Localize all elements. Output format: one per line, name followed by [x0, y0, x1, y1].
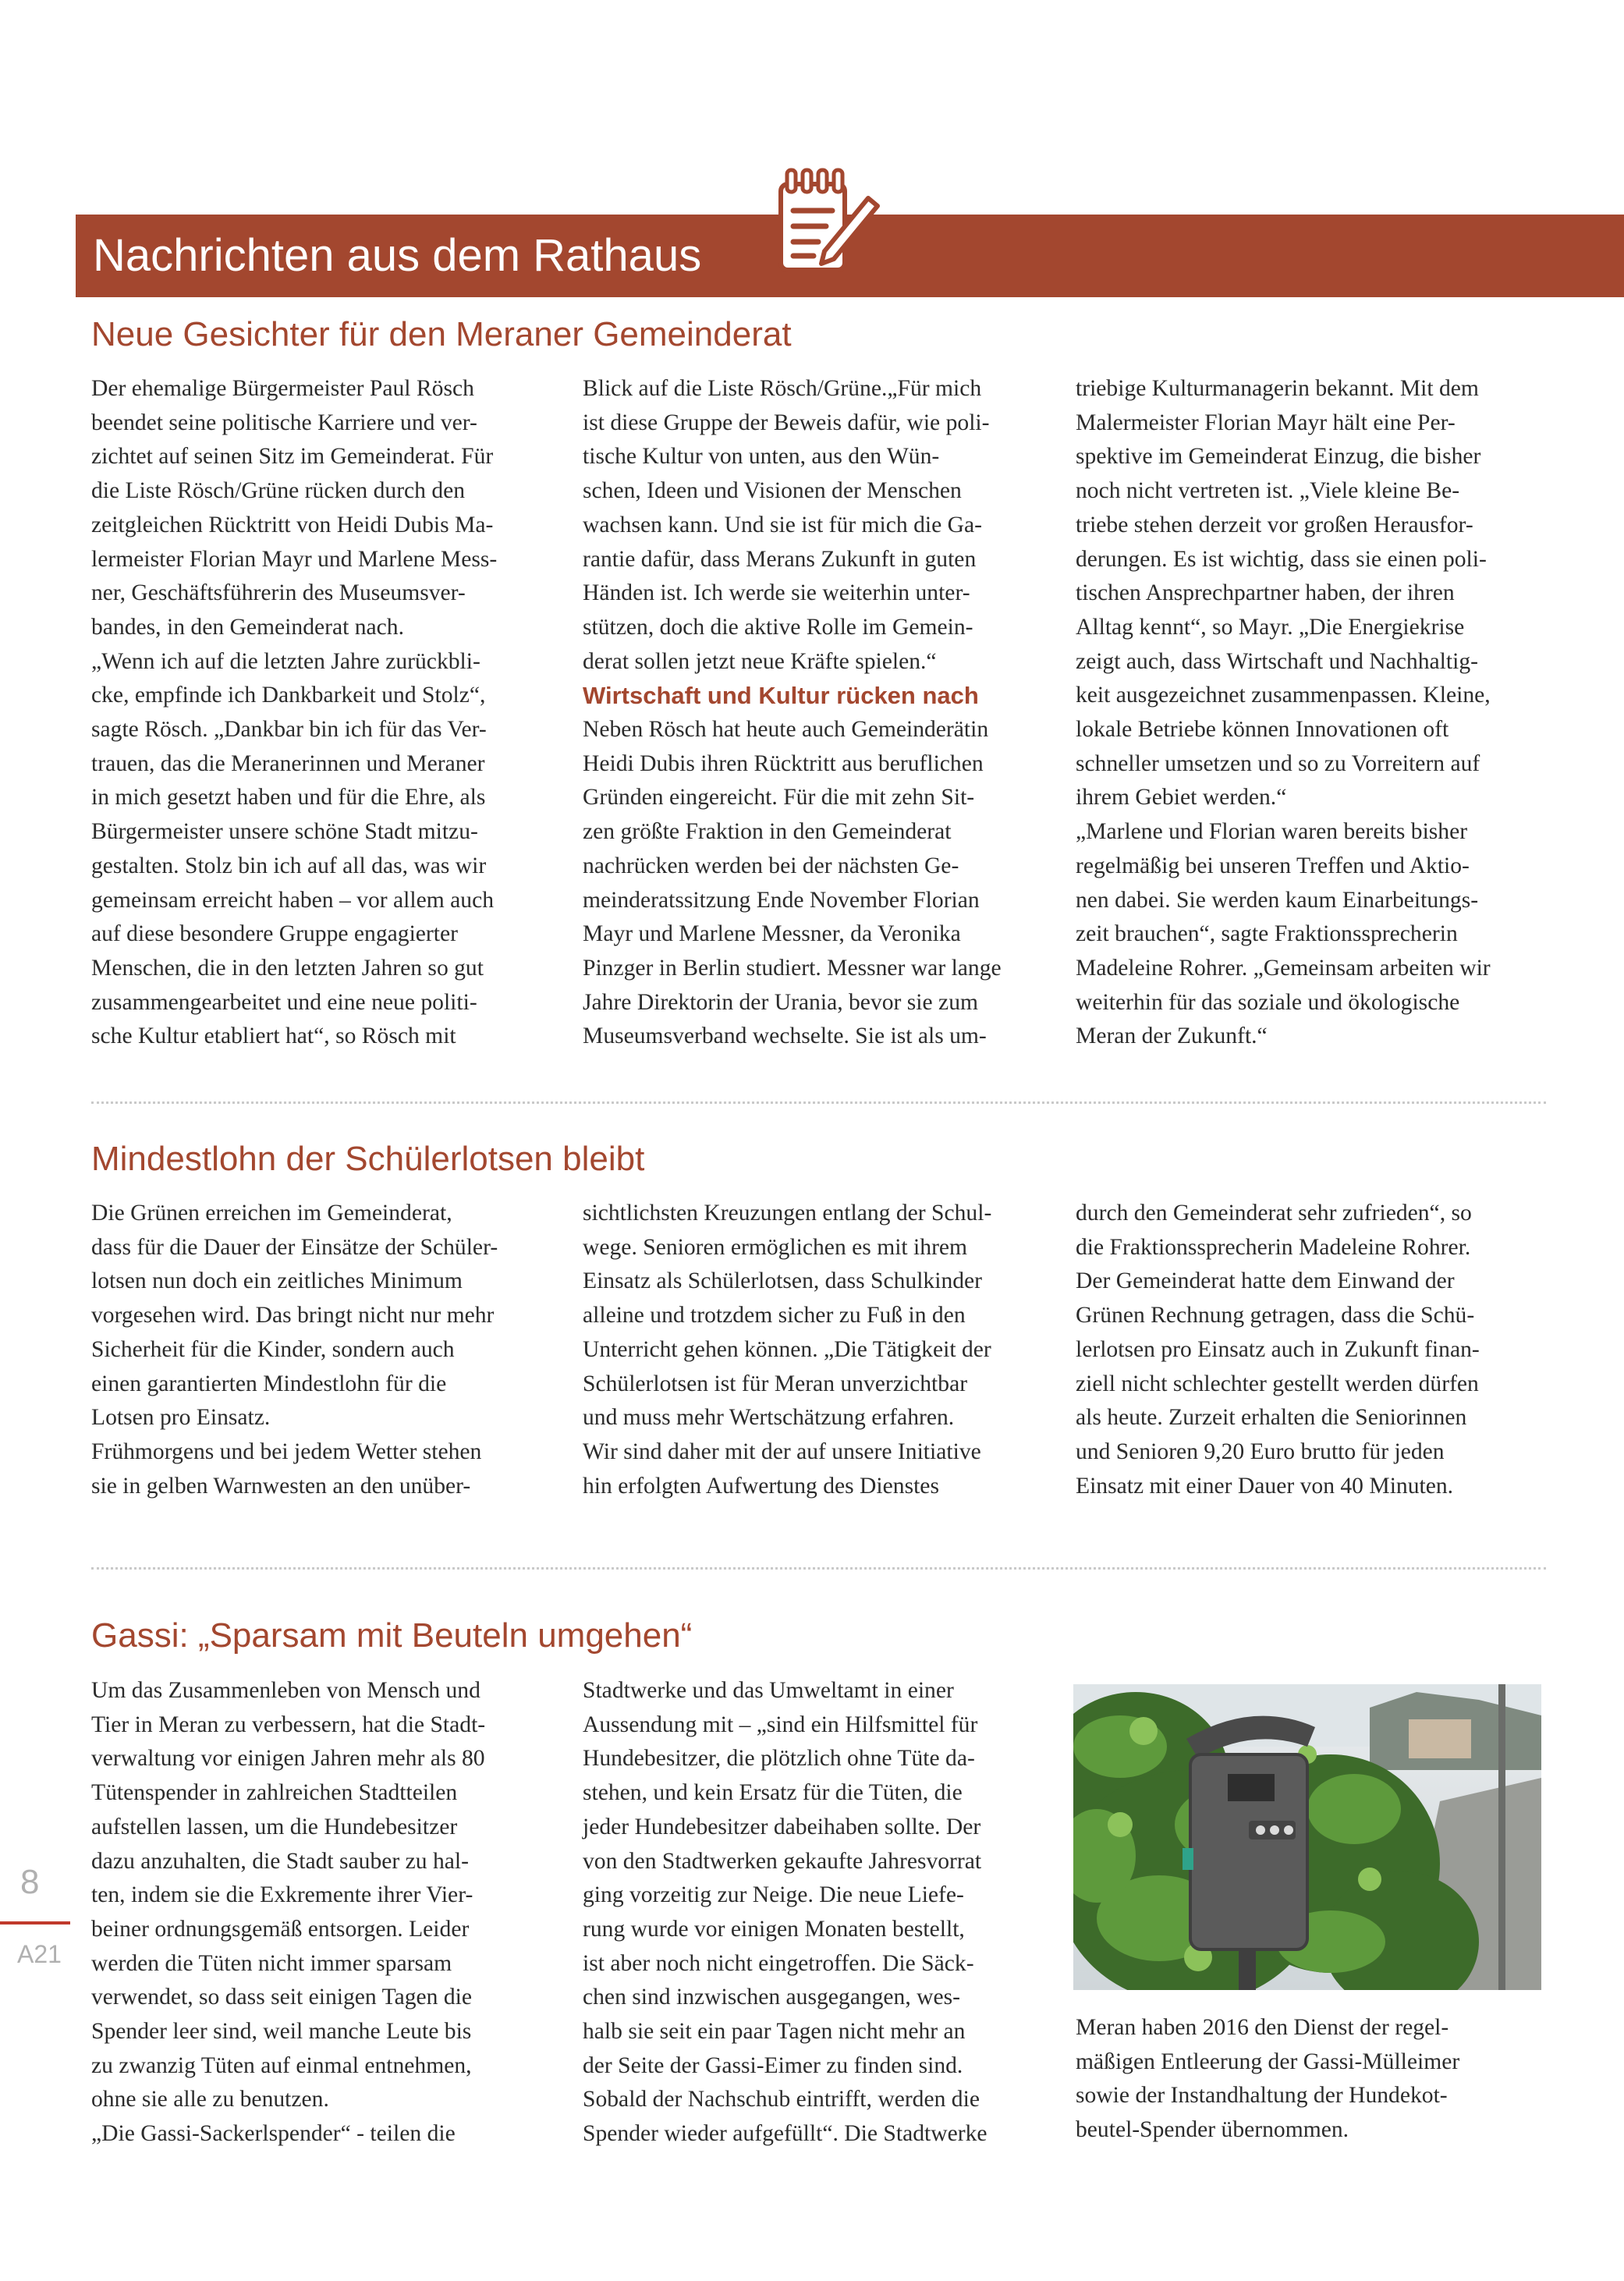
- text-line: Stadtwerke und das Umweltamt in einer: [583, 1678, 954, 1703]
- text-line: weiterhin für das soziale und ökologische: [1076, 989, 1460, 1015]
- text-line: Der Gemeinderat hatte dem Einwand der: [1076, 1268, 1455, 1294]
- text-line: Spender leer sind, weil manche Leute bis: [91, 2019, 472, 2045]
- text-line: trauen, das die Meranerinnen und Meraner: [91, 750, 485, 776]
- article-column: [583, 372, 1002, 1054]
- text-line: tischen Ansprechpartner haben, der ihren: [1076, 580, 1455, 606]
- text-line: zichtet auf seinen Sitz im Gemeinderat. Für: [91, 444, 494, 470]
- text-line: triebe stehen derzeit vor großen Herausfor-: [1076, 512, 1473, 537]
- text-line: vorgesehen wird. Das bringt nicht nur mehr: [91, 1303, 495, 1329]
- article-title: Gassi: „Sparsam mit Beuteln umgehen“: [91, 1616, 693, 1655]
- subheading: Wirtschaft und Kultur rücken nach: [583, 682, 979, 710]
- text-line: bandes, in den Gemeinderat nach.: [91, 614, 405, 640]
- text-line: Sobald der Nachschub eintrifft, werden die: [583, 2087, 980, 2112]
- article-title: Mindestlohn der Schülerlotsen bleibt: [91, 1140, 645, 1178]
- text-line: Frühmorgens und bei jedem Wetter stehen: [91, 1438, 482, 1464]
- text-line: dass für die Dauer der Einsätze der Schüler-: [91, 1234, 498, 1260]
- text-line: Einsatz mit einer Dauer von 40 Minuten.: [1076, 1473, 1454, 1499]
- page-marker-bar: [0, 1921, 70, 1924]
- text-line: einen garantierten Mindestlohn für die: [91, 1371, 447, 1396]
- text-line: regelmäßig bei unseren Treffen und Aktio-: [1076, 853, 1470, 878]
- text-line: Pinzger in Berlin studiert. Messner war lange: [583, 955, 1002, 981]
- text-line: Meran der Zukunft.“: [1076, 1023, 1268, 1049]
- text-line: jeder Hundebesitzer dabeihaben sollte. Der: [583, 1814, 981, 1839]
- text-line: Die Grünen erreichen im Gemeinderat,: [91, 1201, 452, 1226]
- text-line: triebige Kulturmanagerin bekannt. Mit dem: [1076, 376, 1479, 401]
- text-line: Meran haben 2016 den Dienst der regel-: [1076, 2015, 1449, 2040]
- text-line: Bürgermeister unsere schöne Stadt mitzu-: [91, 819, 478, 845]
- article-column: [583, 1197, 991, 1503]
- text-line: verwendet, so dass seit einigen Tagen die: [91, 1985, 473, 2010]
- text-line: mäßigen Entleerung der Gassi-Mülleimer: [1076, 2049, 1460, 2074]
- text-line: Um das Zusammenleben von Mensch und: [91, 1678, 480, 1703]
- article-column: [91, 372, 497, 1054]
- text-line: chen sind inzwischen ausgegangen, wes-: [583, 1985, 961, 2010]
- text-line: schneller umsetzen und so zu Vorreitern auf: [1076, 750, 1480, 776]
- text-line: schen, Ideen und Visionen der Menschen: [583, 478, 962, 504]
- article-column: [1076, 1197, 1480, 1503]
- text-line: auf diese besondere Gruppe engagierter: [91, 921, 458, 947]
- text-line: hin erfolgten Aufwertung des Dienstes: [583, 1473, 939, 1499]
- text-line: ten, indem sie die Exkremente ihrer Vier-: [91, 1882, 473, 1908]
- text-line: werden die Tüten nicht immer sparsam: [91, 1950, 452, 1976]
- text-line: lerlotsen pro Einsatz auch in Zukunft finan-: [1076, 1336, 1480, 1362]
- page-number: 8: [20, 1863, 40, 1901]
- text-line: zeigt auch, dass Wirtschaft und Nachhaltig-: [1076, 648, 1478, 674]
- text-line: ist aber noch nicht eingetroffen. Die Säck-: [583, 1950, 974, 1976]
- text-line: sche Kultur etabliert hat“, so Rösch mit: [91, 1023, 456, 1049]
- text-line: Einsatz als Schülerlotsen, dass Schulkinder: [583, 1268, 983, 1294]
- text-line: ging vorzeitig zur Neige. Die neue Liefe-: [583, 1882, 964, 1908]
- text-line: ner, Geschäftsführerin des Museumsver-: [91, 580, 466, 606]
- text-line: Wir sind daher mit der auf unsere Initiative: [583, 1438, 981, 1464]
- text-line: lokale Betriebe können Innovationen oft: [1076, 717, 1449, 743]
- text-line: Tier in Meran zu verbessern, hat die Stadt-: [91, 1712, 486, 1737]
- text-line: als heute. Zurzeit erhalten die Seniorinnen: [1076, 1405, 1467, 1431]
- text-line: aufstellen lassen, um die Hundebesitzer: [91, 1814, 458, 1839]
- text-line: von den Stadtwerken gekaufte Jahresvorrat: [583, 1848, 982, 1874]
- text-line: zen größte Fraktion in den Gemeinderat: [583, 819, 952, 845]
- article-column: [1076, 372, 1491, 1054]
- article-column: [91, 1674, 485, 2152]
- text-line: tische Kultur von unten, aus den Wün-: [583, 444, 940, 470]
- text-line: Gründen eingereicht. Für die mit zehn Sit-: [583, 785, 975, 811]
- article-column: [583, 1674, 988, 2152]
- text-line: sowie der Instandhaltung der Hundekot-: [1076, 2083, 1448, 2109]
- text-line: Hundebesitzer, die plötzlich ohne Tüte da-: [583, 1746, 975, 1772]
- text-line: cke, empfinde ich Dankbarkeit und Stolz“,: [91, 683, 486, 708]
- text-line: dazu anzuhalten, die Stadt sauber zu hal-: [91, 1848, 469, 1874]
- photo-caption-column: [1076, 2011, 1459, 2148]
- text-line: stützen, doch die aktive Rolle im Gemein-: [583, 614, 973, 640]
- text-line: zeitgleichen Rücktritt von Heidi Dubis Ma-: [91, 512, 494, 537]
- section-title: Nachrichten aus dem Rathaus: [93, 230, 702, 281]
- text-line: Blick auf die Liste Rösch/Grüne.„Für mich: [583, 376, 982, 401]
- text-line: zusammengearbeitet und eine neue politi-: [91, 989, 477, 1015]
- edition-label: A21: [17, 1940, 62, 1968]
- dog-waste-bag-dispenser-photo: [1073, 1684, 1541, 1990]
- text-line: Sicherheit für die Kinder, sondern auch: [91, 1336, 455, 1362]
- text-line: „Marlene und Florian waren bereits bisher: [1076, 819, 1468, 845]
- text-line: stehen, und kein Ersatz für die Tüten, die: [583, 1780, 963, 1806]
- text-line: lotsen nun doch ein zeitliches Minimum: [91, 1268, 463, 1294]
- text-line: gemeinsam erreicht haben – vor allem auch: [91, 887, 495, 913]
- text-line: Mayr und Marlene Messner, da Veronika: [583, 921, 961, 947]
- text-line: rung wurde vor einigen Monaten bestellt,: [583, 1916, 965, 1942]
- text-line: beiner ordnungsgemäß entsorgen. Leider: [91, 1916, 470, 1942]
- text-line: Schülerlotsen ist für Meran unverzichtbar: [583, 1371, 968, 1396]
- text-line: beendet seine politische Karriere und ver-: [91, 410, 477, 435]
- text-line: Madeleine Rohrer. „Gemeinsam arbeiten wir: [1076, 955, 1491, 981]
- notepad-pencil-icon: [768, 164, 881, 281]
- text-line: alleine und trotzdem sicher zu Fuß in den: [583, 1303, 966, 1329]
- text-line: Neben Rösch hat heute auch Gemeinderätin: [583, 717, 989, 743]
- text-line: Lotsen pro Einsatz.: [91, 1405, 271, 1431]
- text-line: derungen. Es ist wichtig, dass sie einen poli-: [1076, 546, 1487, 572]
- text-line: die Fraktionssprecherin Madeleine Rohrer.: [1076, 1234, 1471, 1260]
- text-line: lermeister Florian Mayr und Marlene Mess-: [91, 546, 498, 572]
- text-line: beutel-Spender übernommen.: [1076, 2117, 1349, 2143]
- text-line: sie in gelben Warnwesten an den unüber-: [91, 1473, 471, 1499]
- text-line: spektive im Gemeinderat Einzug, die bisher: [1076, 444, 1481, 470]
- section-divider: [91, 1567, 1546, 1570]
- text-line: die Liste Rösch/Grüne rücken durch den: [91, 478, 466, 504]
- text-line: noch nicht vertreten ist. „Viele kleine Be-: [1076, 478, 1460, 504]
- text-line: zeit brauchen“, sagte Fraktionssprecherin: [1076, 921, 1458, 947]
- text-line: wachsen kann. Und sie ist für mich die Ga-: [583, 512, 982, 537]
- text-line: und muss mehr Wertschätzung erfahren.: [583, 1405, 955, 1431]
- text-line: Jahre Direktorin der Urania, bevor sie zum: [583, 989, 979, 1015]
- text-line: und Senioren 9,20 Euro brutto für jeden: [1076, 1438, 1445, 1464]
- text-line: ihrem Gebiet werden.“: [1076, 785, 1287, 811]
- text-line: meinderatssitzung Ende November Florian: [583, 887, 980, 913]
- text-line: Unterricht gehen können. „Die Tätigkeit der: [583, 1336, 991, 1362]
- text-line: Händen ist. Ich werde sie weiterhin unter-: [583, 580, 970, 606]
- text-line: wege. Senioren ermöglichen es mit ihrem: [583, 1234, 968, 1260]
- text-line: Menschen, die in den letzten Jahren so gut: [91, 955, 484, 981]
- text-line: rantie dafür, dass Merans Zukunft in guten: [583, 546, 977, 572]
- text-line: Heidi Dubis ihren Rücktritt aus beruflichen: [583, 750, 984, 776]
- text-line: Der ehemalige Bürgermeister Paul Rösch: [91, 376, 474, 401]
- text-line: nen dabei. Sie werden kaum Einarbeitungs-: [1076, 887, 1479, 913]
- text-line: nachrücken werden bei der nächsten Ge-: [583, 853, 959, 878]
- text-line: sagte Rösch. „Dankbar bin ich für das Ver-: [91, 717, 487, 743]
- text-line: „Die Gassi-Sackerlspender“ - teilen die: [91, 2121, 456, 2147]
- text-line: Alltag kennt“, so Mayr. „Die Energiekrise: [1076, 614, 1465, 640]
- text-line: ist diese Gruppe der Beweis dafür, wie poli-: [583, 410, 990, 435]
- text-line: Grünen Rechnung getragen, dass die Schü-: [1076, 1303, 1475, 1329]
- text-line: zu zwanzig Tüten auf einmal entnehmen,: [91, 2052, 472, 2078]
- text-line: in mich gesetzt haben und für die Ehre, als: [91, 785, 486, 811]
- text-line: sichtlichsten Kreuzungen entlang der Schul-: [583, 1201, 992, 1226]
- text-line: der Seite der Gassi-Eimer zu finden sind.: [583, 2052, 963, 2078]
- text-line: Museumsverband wechselte. Sie ist als um-: [583, 1023, 987, 1049]
- text-line: Malermeister Florian Mayr hält eine Per-: [1076, 410, 1456, 435]
- text-line: ohne sie alle zu benutzen.: [91, 2087, 329, 2112]
- article-title: Neue Gesichter für den Meraner Gemeinderat: [91, 315, 792, 353]
- text-line: Tütenspender in zahlreichen Stadtteilen: [91, 1780, 458, 1806]
- section-divider: [91, 1101, 1546, 1104]
- text-line: gestalten. Stolz bin ich auf all das, was wir: [91, 853, 487, 878]
- text-line: durch den Gemeinderat sehr zufrieden“, so: [1076, 1201, 1472, 1226]
- text-line: verwaltung vor einigen Jahren mehr als 80: [91, 1746, 485, 1772]
- text-line: Aussendung mit – „sind ein Hilfsmittel für: [583, 1712, 978, 1737]
- text-line: keit ausgezeichnet zusammenpassen. Kleine,: [1076, 683, 1491, 708]
- text-line: halb sie seit ein paar Tagen nicht mehr an: [583, 2019, 966, 2045]
- text-line: Spender wieder aufgefüllt“. Die Stadtwerke: [583, 2121, 988, 2147]
- article-column: [91, 1197, 498, 1503]
- text-line: „Wenn ich auf die letzten Jahre zurückbli-: [91, 648, 480, 674]
- text-line: ziell nicht schlechter gestellt werden dürfen: [1076, 1371, 1479, 1396]
- text-line: derat sollen jetzt neue Kräfte spielen.“: [583, 648, 937, 674]
